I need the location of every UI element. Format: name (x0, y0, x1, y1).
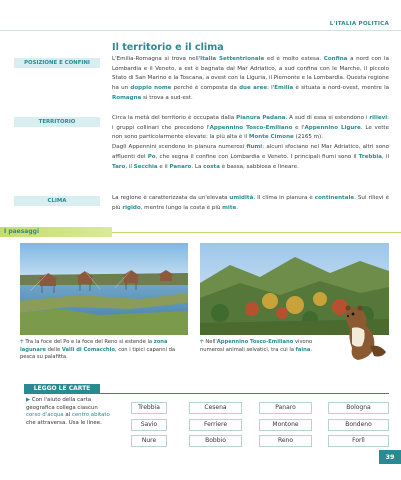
key-term: mite (222, 204, 237, 211)
city-box[interactable]: Reno (259, 435, 312, 447)
city-box[interactable]: Bobbio (189, 435, 242, 447)
caption-text: . (310, 346, 313, 353)
key-term: Italia Settentrionale (200, 56, 265, 62)
photo-lagoon (20, 243, 188, 335)
text-run: (2165 m). (293, 134, 323, 141)
key-term: Trebbia (358, 153, 382, 160)
lagoon-illustration (20, 243, 188, 335)
key-term: rigido (122, 204, 141, 211)
text-run: : l' (267, 85, 275, 92)
key-term: rilievi (369, 115, 388, 121)
text-run: a nord con la Lombardia e il Veneto, a est è bagnata dal Mar Adriatico, a sud confina con le Marche, il piccolo Stato di San Marino e la Toscana, a ovest con la Liguria, il Piemonte e la Lombardia. Questa regione ha un (112, 56, 390, 92)
text-run: ed è molto estesa. (264, 56, 324, 62)
section-title: I paesaggi (4, 228, 40, 235)
text-run: L'Emilia-Romagna si trova nell' (112, 56, 201, 62)
text-run: . A sud di essa si estendono i (285, 115, 370, 121)
caption-term: zona lagunare (20, 339, 168, 353)
text-run: . Il clima in pianura è (253, 195, 315, 201)
caption-text: delle (45, 346, 62, 353)
key-term: fiumi (246, 144, 263, 151)
text-run: . Sui rilievi è più (112, 195, 389, 211)
section-header (0, 227, 401, 237)
text-run: : i gruppi collinari che precedono l' (112, 115, 389, 131)
caption-term: faina (295, 346, 311, 353)
text-run: . (236, 204, 239, 211)
side-label-position: POSIZIONE E CONFINI (14, 58, 100, 68)
river-box[interactable]: Nure (131, 435, 167, 447)
page-title: Il territorio e il clima (112, 42, 224, 53)
text-run: . Le vette non sono particolarmente elevate: la più alta è il (112, 124, 389, 141)
caption-text: vivono numerosi animali selvatici, tra cui la (200, 339, 313, 353)
exercise-divider (24, 393, 389, 394)
key-term: costa (203, 163, 220, 170)
key-term: Taro (112, 163, 126, 170)
city-box[interactable]: Montone (259, 419, 312, 431)
city-box[interactable]: Panaro (259, 402, 312, 414)
text-run: e l' (292, 124, 305, 131)
text-run: è bassa, sabbiosa e lineare. (219, 163, 299, 170)
key-term: Po (147, 153, 156, 160)
caption-term: Valli di Comacchio (61, 346, 115, 353)
arrow-up-icon: 🡡 (20, 339, 24, 345)
key-term: Confina (323, 56, 348, 62)
text-run: e il (157, 163, 170, 170)
city-box[interactable]: Forlì (328, 435, 389, 447)
instruction-term: corso d'acqua (26, 412, 64, 419)
key-term: umidità (229, 195, 254, 201)
text-run: Circa la metà del territorio è occupata dalla (112, 115, 237, 121)
triangle-right-icon: ▶ (26, 397, 31, 403)
key-term: Monte Cimone (248, 134, 294, 141)
marten-image (336, 300, 388, 364)
exercise-header: LEGGO LE CARTE (24, 384, 100, 394)
caption-text: Nell' (205, 339, 217, 345)
text-run: Dagli Appennini scendono in pianura numerosi (112, 144, 247, 151)
running-title: L'ITALIA POLITICA (329, 21, 389, 27)
text-run: . La (191, 163, 204, 170)
page-number: 39 (379, 450, 401, 464)
paragraph-territory (112, 114, 389, 172)
caption-lagoon (20, 339, 190, 362)
side-label-climate: CLIMA (14, 196, 100, 206)
caption-text: Tra la foce del Po e la foce del Reno si estende la (25, 339, 154, 345)
key-term: Emilia (274, 85, 294, 92)
key-term: continentale (314, 195, 355, 201)
instruction-text: Con l'aiuto della carta geografica collega ciascun (26, 397, 98, 411)
city-box[interactable]: Bondeno (328, 419, 389, 431)
side-label-territory: TERRITORIO (14, 117, 100, 127)
paragraph-position (112, 55, 389, 104)
marten-illustration (336, 300, 388, 364)
paragraph-climate (112, 194, 389, 213)
key-term: Pianura Padana (236, 115, 286, 121)
text-run: La regione è caratterizzata da un'elevata (112, 195, 230, 201)
river-box[interactable]: Savio (131, 419, 167, 431)
key-term: Romagna (112, 94, 142, 101)
key-term: Appennino Ligure (304, 124, 361, 131)
caption-apennines (200, 339, 330, 354)
text-run: , mentre lungo la costa è più (140, 204, 223, 211)
text-run: : alcuni sfociano nel Mar Adriatico, altri sono affluenti del (112, 144, 389, 160)
arrow-up-icon: 🡡 (200, 339, 204, 345)
key-term: due aree (239, 85, 268, 92)
key-term: Panaro (169, 163, 192, 170)
text-run: , che segna il confine con Lombardia e Veneto. I principali fiumi sono il (155, 153, 359, 160)
text-run: perché è composta da (171, 85, 240, 92)
instruction-text: che attraversa. Usa le linee. (26, 419, 102, 426)
city-box[interactable]: Bologna (328, 402, 389, 414)
text-run: , il (125, 163, 134, 170)
caption-text: , con i tipici capanni da pesca su palafitta. (20, 346, 176, 360)
text-run: è situata a nord-ovest, mentre la (293, 85, 390, 92)
city-box[interactable]: Ferriere (189, 419, 242, 431)
text-run: si trova a sud-est. (141, 94, 193, 101)
instruction-text: al (63, 412, 72, 419)
header-divider (0, 30, 401, 31)
caption-term: Appennino Tosco-Emiliano (216, 339, 294, 345)
city-box[interactable]: Cesena (189, 402, 242, 414)
section-tab (0, 227, 112, 237)
key-term: Appennino Tosco-Emiliano (209, 124, 293, 131)
section-divider (112, 232, 401, 233)
key-term: doppio nome (130, 85, 172, 92)
river-box[interactable]: Trebbia (131, 402, 167, 414)
exercise-instruction (26, 397, 110, 427)
instruction-term: centro abitato (71, 412, 110, 419)
key-term: Secchia (133, 163, 158, 170)
text-run: , il (382, 153, 390, 160)
